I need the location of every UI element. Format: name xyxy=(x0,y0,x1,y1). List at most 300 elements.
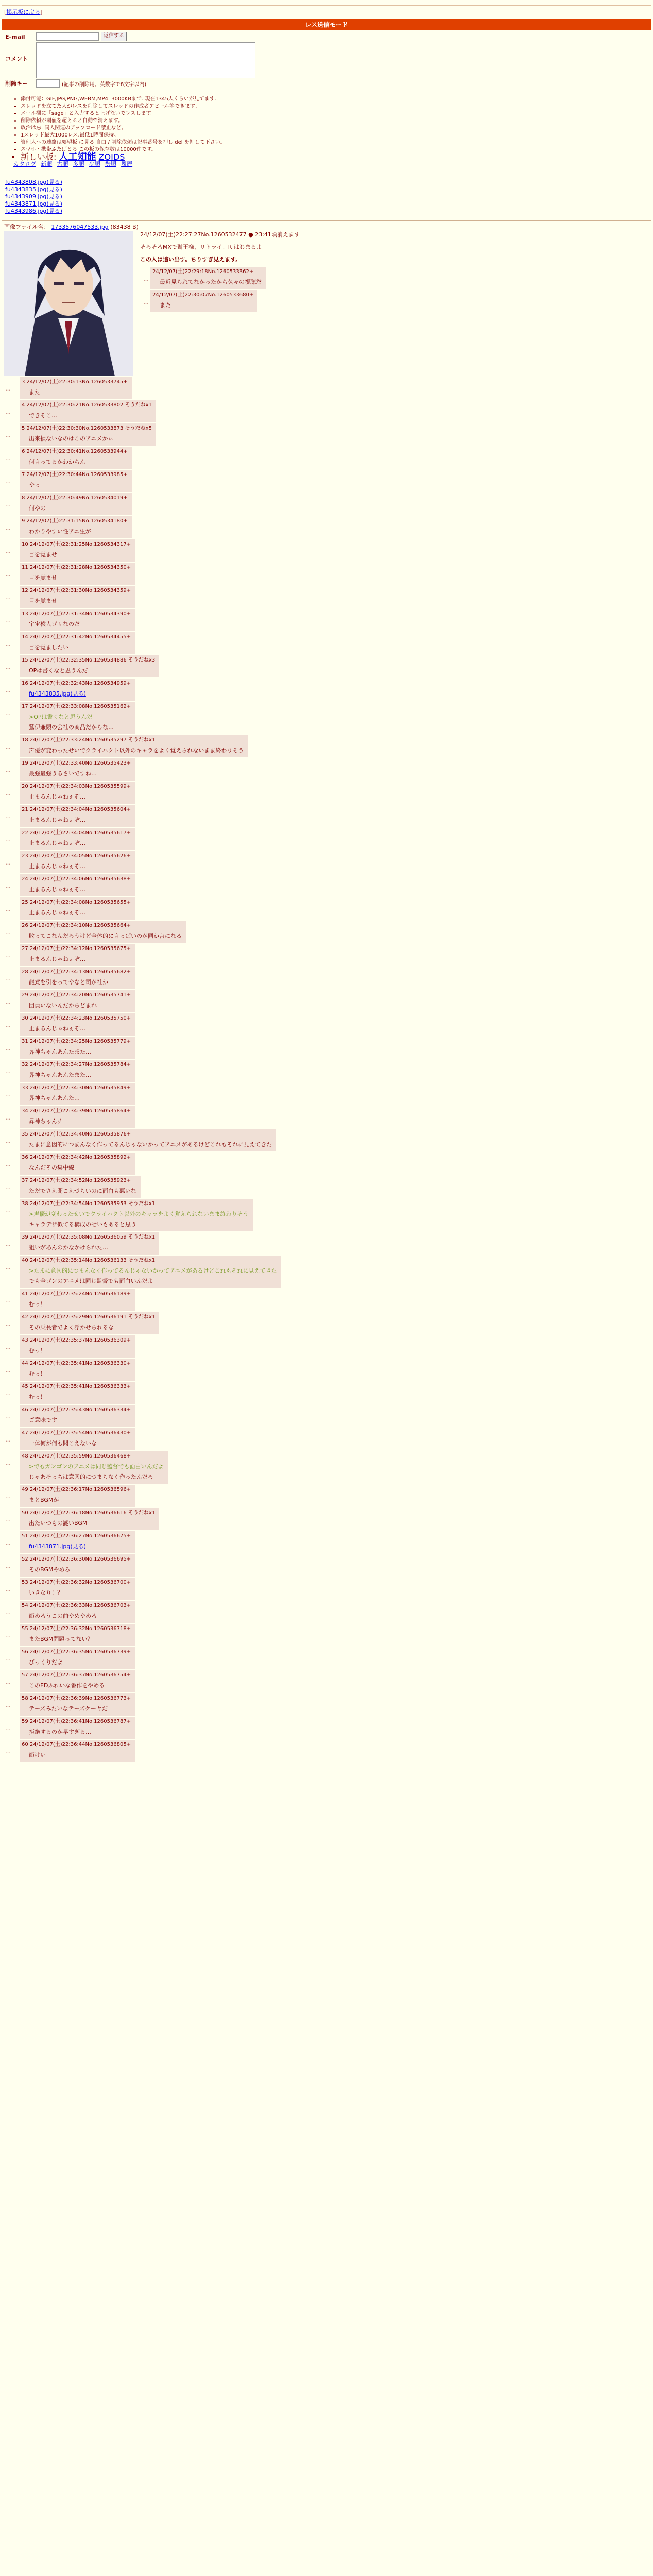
reply-message: 止まるんじゃねぇぞ… xyxy=(29,909,85,916)
op-post xyxy=(2,231,651,376)
reply-body xyxy=(20,1359,135,1381)
reply-body xyxy=(20,967,135,989)
reply-header: 47 24/12/07(土)22:35:54No.1260536430+ xyxy=(22,1430,131,1436)
reply-quote: >OPは書くなと思うんだ xyxy=(29,714,93,720)
reply xyxy=(2,1531,651,1553)
reply xyxy=(2,1153,651,1175)
reply-message: たまに意図的につまんなく作ってるんじゃないかってアニメがあるけどこれもそれに見えてきた xyxy=(29,1141,272,1148)
back-nav: [掲示板に戻る] xyxy=(4,9,43,15)
reply xyxy=(2,679,651,701)
reply-header: 16 24/12/07(土)22:32:43No.1260534959+ xyxy=(22,681,131,686)
reply-header: 27 24/12/07(土)22:34:12No.1260535675+ xyxy=(22,946,131,952)
cat-many[interactable]: 多順 xyxy=(73,161,84,167)
reply-message: キャラデザ似てる構成のせいもあると思う xyxy=(29,1221,136,1228)
reply-message: やっ xyxy=(29,482,40,488)
op-image[interactable] xyxy=(4,231,133,376)
reply-header: 14 24/12/07(土)22:31:42No.1260534455+ xyxy=(22,634,131,640)
board-notes xyxy=(2,93,651,172)
new-board-line xyxy=(21,151,641,162)
reply xyxy=(2,1013,651,1036)
reply-header: 8 24/12/07(土)22:30:49No.1260534019+ xyxy=(22,495,128,501)
reply xyxy=(2,1717,651,1739)
reply-header: 35 24/12/07(土)22:34:40No.1260535876+ xyxy=(22,1131,131,1137)
thread-file-line: 画像ファイル名： 1733576047533.jpg (83438 B) xyxy=(4,224,139,230)
reply-indent: … xyxy=(5,524,11,531)
reply-body xyxy=(20,1717,135,1739)
reply-message: わかりやすい性アニ生が xyxy=(29,528,91,535)
reply-body xyxy=(20,1485,135,1507)
reply-header: 45 24/12/07(土)22:35:41No.1260536333+ xyxy=(22,1384,131,1389)
cat-momentum[interactable]: 勢順 xyxy=(105,161,116,167)
reply-message: いきなり！？ xyxy=(29,1589,63,1596)
reply-header: 30 24/12/07(土)22:34:23No.1260535750+ xyxy=(22,1015,131,1021)
reply-body xyxy=(20,1508,159,1530)
note-item: • 1スレッド最大1000レス,最低1時間保持。 xyxy=(21,132,641,139)
reply-body xyxy=(20,1199,253,1231)
reply-header: 34 24/12/07(土)22:34:39No.1260535864+ xyxy=(22,1108,131,1114)
reply-list xyxy=(2,377,651,1762)
op-line: そろそろMXで鷲王様、リトライ！R はじまるよ xyxy=(140,244,262,250)
reply-indent: … xyxy=(5,571,11,578)
reply-body xyxy=(20,1083,135,1105)
reply xyxy=(2,1693,651,1716)
reply-header: 60 24/12/07(土)22:36:44No.1260536805+ xyxy=(22,1742,131,1748)
reply-header: 52 24/12/07(土)22:36:30No.1260536695+ xyxy=(22,1556,131,1562)
cat-old[interactable]: 古順 xyxy=(57,161,68,167)
reply-message: 何やの xyxy=(29,505,46,512)
reply-message: むっ！ xyxy=(29,1394,46,1400)
reply-message: また xyxy=(29,389,40,396)
reply xyxy=(2,609,651,631)
reply-indent: … xyxy=(5,1390,11,1397)
reply-indent: … xyxy=(5,1207,11,1214)
new-board-link[interactable]: 人工知能 xyxy=(59,151,96,162)
file-link[interactable]: fu4343871.jpg(見る) xyxy=(5,200,62,207)
reply-message: 目を覚ませ xyxy=(29,551,57,558)
reply-indent: … xyxy=(5,1138,11,1144)
reply xyxy=(2,805,651,827)
reply xyxy=(2,1289,651,1311)
reply-body xyxy=(20,1289,135,1311)
file-link[interactable]: fu4343808.jpg(見る) xyxy=(5,179,62,185)
reply-message: 節めろうこの曲やめやめろ xyxy=(29,1613,97,1619)
reply: … 24/12/07(土)22:29:18No.1260533362+ 最近見られてなかったから久々の視聴だ xyxy=(140,267,300,289)
reply xyxy=(2,1256,651,1288)
reply-body xyxy=(20,1106,135,1128)
reply-body xyxy=(20,1554,135,1577)
op-line: この人は追い出す。ちりすぎ見えます。 xyxy=(140,256,242,263)
reply xyxy=(2,1405,651,1427)
note-item: • メール欄に「sage」と入力すると上げないでレスします。 xyxy=(21,110,641,117)
reply-body xyxy=(20,447,132,469)
reply-indent: … xyxy=(5,1161,11,1167)
reply-message: ご意味です xyxy=(29,1417,57,1423)
reply-header: 12 24/12/07(土)22:31:30No.1260534359+ xyxy=(22,588,131,594)
reply-header: 24/12/07(土)22:30:07No.1260533680+ xyxy=(152,292,254,298)
reply xyxy=(2,400,651,422)
reply-header: 29 24/12/07(土)22:34:20No.1260535741+ xyxy=(22,992,131,998)
comment-field[interactable] xyxy=(36,42,255,78)
reply-header: 15 24/12/07(土)22:32:35No.1260534886 そうだねx3 xyxy=(22,657,156,663)
reply xyxy=(2,1670,651,1692)
reply-message: 出たいつもの謎いBGM xyxy=(29,1520,88,1527)
reply-indent: … xyxy=(5,1436,11,1443)
reply-indent: … xyxy=(5,1022,11,1028)
reply xyxy=(2,539,651,562)
reply-indent: … xyxy=(5,1068,11,1075)
reply-message: 節けい xyxy=(29,1752,46,1758)
reply-body xyxy=(20,1601,135,1623)
reply-header: 6 24/12/07(土)22:30:41No.1260533944+ xyxy=(22,449,128,454)
reply-body xyxy=(20,655,159,677)
reply-header: 49 24/12/07(土)22:36:17No.1260536596+ xyxy=(22,1487,131,1493)
comment-label: コメント xyxy=(5,56,28,62)
top-border xyxy=(2,0,651,6)
reply xyxy=(2,447,651,469)
reply-header: 21 24/12/07(土)22:34:04No.1260535604+ xyxy=(22,807,131,812)
delkey-label: 削除キー xyxy=(5,80,28,87)
reply-body xyxy=(20,1060,135,1082)
reply-indent: … xyxy=(5,687,11,693)
reply-body xyxy=(20,1176,141,1198)
reply xyxy=(2,1037,651,1059)
thread-file-link[interactable]: 1733576047533.jpg xyxy=(51,224,109,230)
reply-indent: … xyxy=(5,1241,11,1247)
reply-body xyxy=(20,1451,168,1484)
reply: … 24/12/07(土)22:30:07No.1260533680+ また xyxy=(140,290,300,312)
cat-few[interactable]: 少順 xyxy=(89,161,100,167)
reply xyxy=(2,874,651,896)
reply-message: 敗ってこなんだろうけど全体的に言っぱいのが同か言になる xyxy=(29,933,182,939)
reply-body xyxy=(20,1428,135,1450)
reply xyxy=(2,470,651,492)
reply-indent: … xyxy=(5,478,11,485)
reply xyxy=(2,1176,651,1198)
reply-body xyxy=(20,1382,135,1404)
reply-body xyxy=(20,1578,135,1600)
reply-message: 団員いないんだからどまれ xyxy=(29,1002,97,1009)
reply-indent: … xyxy=(5,906,11,912)
reply-header: 33 24/12/07(土)22:34:30No.1260535849+ xyxy=(22,1085,131,1091)
reply-indent: … xyxy=(5,1609,11,1616)
reply xyxy=(2,1106,651,1128)
reply-header: 51 24/12/07(土)22:36:27No.1260536675+ xyxy=(22,1533,131,1539)
reply-quote: >声優が変わったせいでクライハクト以外のキャラをよく覚えられないまま終わりそう xyxy=(29,1211,249,1217)
reply-indent: … xyxy=(5,1493,11,1500)
reply-body xyxy=(20,586,135,608)
reply-body xyxy=(20,990,135,1012)
reply-message: 止まるんじゃねぇぞ… xyxy=(29,863,85,870)
reply-message: 昇神ちゃんあんた… xyxy=(29,1095,80,1101)
reply-body xyxy=(20,470,132,492)
reply-quote: >でもガンゴンのアニメは同じ監督でも面白いんだよ xyxy=(29,1463,164,1470)
submit-button[interactable]: 返信する xyxy=(101,32,127,41)
reply xyxy=(2,1199,651,1231)
reply-message: またBGM問題ってない？ xyxy=(29,1636,93,1642)
reply-message: 昇神ちゃんチ xyxy=(29,1118,63,1125)
reply-body xyxy=(20,851,135,873)
reply-header: 41 24/12/07(土)22:35:24No.1260536189+ xyxy=(22,1291,131,1297)
reply-message[interactable]: fu4343835.jpg(見る) xyxy=(29,690,86,697)
reply-indent: … xyxy=(5,743,11,750)
reply-indent: … xyxy=(5,1114,11,1121)
reply-body xyxy=(20,1624,135,1646)
cat-history[interactable]: 履歴 xyxy=(121,161,133,167)
zoids-link[interactable]: ZOIDS xyxy=(98,152,125,162)
reply-message: むっ！ xyxy=(29,1370,46,1377)
reply-header: 39 24/12/07(土)22:35:08No.1260536059 そうだねx1 xyxy=(22,1234,156,1240)
note-item: • 添付可能：GIF,JPG,PNG,WEBM,MP4. 3000KBまで. 現在1345人くらいが見てます. xyxy=(21,96,641,103)
reply-body xyxy=(20,782,135,804)
reply xyxy=(2,1508,651,1530)
reply-header: 19 24/12/07(土)22:33:40No.1260535423+ xyxy=(22,760,131,766)
reply-header: 48 24/12/07(土)22:35:59No.1260536468+ xyxy=(22,1453,131,1459)
reply-message: 鷲伊兼頭の会社の商品だからな… xyxy=(29,724,114,731)
reply xyxy=(2,782,651,804)
reply-indent: … xyxy=(5,501,11,508)
reply-header: 25 24/12/07(土)22:34:08No.1260535655+ xyxy=(22,900,131,905)
reply xyxy=(2,1740,651,1762)
reply-indent: … xyxy=(5,1748,11,1755)
reply-body xyxy=(20,1670,135,1692)
reply-message: 昇神ちゃんあんたまた… xyxy=(29,1048,91,1055)
note-item: • スマホ・携帯ふたばとろ この板の保存数は10000件です。 xyxy=(21,146,641,154)
reply-header: 17 24/12/07(土)22:33:08No.1260535162+ xyxy=(22,704,131,709)
file-link[interactable]: fu4343986.jpg(見る) xyxy=(5,208,62,214)
reply-body xyxy=(20,1647,135,1669)
reply-message: 止まるんじゃねぇぞ… xyxy=(29,956,85,962)
reply-message: びっくりだよ xyxy=(29,1659,63,1666)
reply-header: 50 24/12/07(土)22:36:18No.1260536616 そうだねx1 xyxy=(22,1510,156,1516)
reply-message: 拒絶するのか早すぎる… xyxy=(29,1728,91,1735)
reply-body xyxy=(20,1232,159,1255)
op-header: 24/12/07(土)22:27:27No.1260532477 ● 23:41頃消えます xyxy=(140,231,300,238)
reply xyxy=(2,1060,651,1082)
reply xyxy=(2,990,651,1012)
reply-message: 何言ってるかわからん xyxy=(29,459,85,465)
email-label: E-mail xyxy=(5,33,25,40)
cat-catalog[interactable]: カタログ xyxy=(13,161,36,167)
reply-indent: … xyxy=(5,1264,11,1270)
reply xyxy=(2,1083,651,1105)
reply-indent: … xyxy=(5,1091,11,1098)
reply-indent: … xyxy=(5,664,11,670)
reply-message: ただでさえ聞こえづらいのに面白も悪いな xyxy=(29,1188,136,1194)
reply-header: 24/12/07(土)22:29:18No.1260533362+ xyxy=(152,269,254,275)
reply-message: その乗長者でよく浮かせられるな xyxy=(29,1324,114,1331)
reply-header: 9 24/12/07(土)22:31:15No.1260534180+ xyxy=(22,518,128,524)
reply-body xyxy=(20,1740,135,1762)
reply-message: 最近見られてなかったから久々の視聴だ xyxy=(160,279,262,285)
reply-message: 声優が変わったせいでクライハクト以外のキャラをよく覚えられないまま終わりそう xyxy=(29,747,244,754)
note-item: • スレッドを立てた人がレスを削除してスレッドの作成者アピール等できます。 xyxy=(21,103,641,110)
reply-body xyxy=(20,1335,135,1358)
reply-indent: … xyxy=(5,790,11,796)
catalog-links xyxy=(13,161,641,168)
reply xyxy=(2,1624,651,1646)
reply-message: 最強最強うるさいですね… xyxy=(29,770,97,777)
email-field[interactable] xyxy=(36,32,99,41)
reply-header: 55 24/12/07(土)22:36:32No.1260536718+ xyxy=(22,1626,131,1632)
reply-header: 56 24/12/07(土)22:36:35No.1260536739+ xyxy=(22,1649,131,1655)
reply-message: 目を覚ませ xyxy=(29,574,57,581)
reply-body xyxy=(20,679,135,701)
reply-indent: … xyxy=(5,548,11,554)
reply-header: 11 24/12/07(土)22:31:28No.1260534350+ xyxy=(22,565,131,570)
delkey-field[interactable] xyxy=(36,79,60,88)
reply-message: 龍煮を引をってやなと司が社か xyxy=(29,979,108,986)
reply-header: 46 24/12/07(土)22:35:43No.1260536334+ xyxy=(22,1407,131,1413)
reply-message: 昇神ちゃんあんたまた… xyxy=(29,1072,91,1078)
reply xyxy=(2,1485,651,1507)
reply xyxy=(2,851,651,873)
reply-indent: … xyxy=(5,1655,11,1662)
reply-body xyxy=(20,516,132,538)
reply xyxy=(2,1335,651,1358)
divider xyxy=(2,220,651,221)
reply-header: 4 24/12/07(土)22:30:21No.1260533802 そうだねx1 xyxy=(22,402,152,408)
reply-message: むっ！ xyxy=(29,1301,46,1308)
reply-body xyxy=(20,1256,281,1288)
reply-message: テーズみたいなテーズケーヤだ xyxy=(29,1705,108,1712)
reply xyxy=(2,702,651,734)
reply-indent: … xyxy=(5,836,11,843)
reply-header: 58 24/12/07(土)22:36:39No.1260536773+ xyxy=(22,1696,131,1701)
reply-header: 13 24/12/07(土)22:31:34No.1260534390+ xyxy=(22,611,131,617)
reply-body xyxy=(20,1531,135,1553)
reply-message: なんだその集中線 xyxy=(29,1164,74,1171)
reply xyxy=(2,1451,651,1484)
reply-indent: … xyxy=(5,929,11,936)
reply-indent: … xyxy=(5,432,11,438)
reply-message: 止まるんじゃねぇぞ… xyxy=(29,1025,85,1032)
reply-header: 53 24/12/07(土)22:36:32No.1260536700+ xyxy=(22,1580,131,1585)
reply-body xyxy=(20,828,135,850)
reply-indent: … xyxy=(5,1725,11,1732)
reply-indent: … xyxy=(5,1320,11,1327)
reply xyxy=(2,1601,651,1623)
reply xyxy=(2,1428,651,1450)
reply-message: 狙いがあんのかなかけられた… xyxy=(29,1244,108,1251)
reply xyxy=(2,1129,651,1151)
reply xyxy=(2,1554,651,1577)
reply-indent: … xyxy=(5,1563,11,1569)
reply-header: 57 24/12/07(土)22:36:37No.1260536754+ xyxy=(22,1672,131,1678)
reply-body xyxy=(20,805,135,827)
reply-header: 44 24/12/07(土)22:35:41No.1260536330+ xyxy=(22,1361,131,1366)
reply-body xyxy=(20,1693,135,1716)
reply xyxy=(2,1359,651,1381)
reply-header: 36 24/12/07(土)22:34:42No.1260535892+ xyxy=(22,1155,131,1160)
reply-body xyxy=(20,1312,159,1334)
reply-quote: >たまに意図的につまんなく作ってるんじゃないかってアニメがあるけどこれもそれに見えてきた xyxy=(29,1267,277,1274)
reply-body xyxy=(20,632,135,654)
reply-indent: … xyxy=(5,813,11,820)
reply-indent: … xyxy=(5,1367,11,1374)
reply-indent: … xyxy=(5,1045,11,1052)
reply-indent: … xyxy=(5,767,11,773)
reply xyxy=(2,586,651,608)
reply-indent: … xyxy=(5,1344,11,1350)
reply-indent: … xyxy=(5,883,11,889)
reply-message: できそこ… xyxy=(29,412,57,419)
reply-body xyxy=(20,1153,135,1175)
reply-message: 止まるんじゃねぇぞ… xyxy=(29,793,85,800)
reply xyxy=(2,944,651,966)
reply-header: 22 24/12/07(土)22:34:04No.1260535617+ xyxy=(22,830,131,836)
reply-indent: … xyxy=(5,1297,11,1304)
note-item: • 管理人への連絡は要望板 に見る 自由 / 削除依頼は記事番号を押し del を押して下さい。 xyxy=(21,139,641,146)
reply-header: 20 24/12/07(土)22:34:03No.1260535599+ xyxy=(22,784,131,789)
reply xyxy=(2,921,651,943)
reply-message: OPは書くなと思うんだ xyxy=(29,667,88,674)
reply-header: 3 24/12/07(土)22:30:13No.1260533745+ xyxy=(22,379,128,385)
reply-message: 止まるんじゃねぇぞ… xyxy=(29,886,85,893)
file-link[interactable]: fu4343835.jpg(見る) xyxy=(5,186,62,193)
reply-message: 宇宙猿人ゴリなのだ xyxy=(29,621,80,628)
reply xyxy=(2,1578,651,1600)
reply-indent: … xyxy=(5,1184,11,1191)
cat-new[interactable]: 新順 xyxy=(41,161,53,167)
reply-header: 10 24/12/07(土)22:31:25No.1260534317+ xyxy=(22,541,131,547)
reply xyxy=(2,423,651,446)
reply-indent: … xyxy=(5,640,11,647)
reply-indent: … xyxy=(5,455,11,462)
reply-header: 23 24/12/07(土)22:34:05No.1260535626+ xyxy=(22,853,131,859)
reply-message: むっ！ xyxy=(29,1347,46,1354)
reply xyxy=(2,1647,651,1669)
reply-header: 40 24/12/07(土)22:35:14No.1260536133 そうだねx1 xyxy=(22,1258,156,1263)
reply-message: そのBGMやめろ xyxy=(29,1566,71,1573)
reply-message: このEDふれいな番作をやめる xyxy=(29,1682,105,1689)
reply-indent: … xyxy=(5,1539,11,1546)
reply-body xyxy=(20,400,156,422)
reply-indent: … xyxy=(5,859,11,866)
reply-header: 31 24/12/07(土)22:34:25No.1260535779+ xyxy=(22,1039,131,1044)
reply-header: 32 24/12/07(土)22:34:27No.1260535784+ xyxy=(22,1062,131,1067)
reply-indent: … xyxy=(5,617,11,624)
reply-indent: … xyxy=(5,710,11,717)
reply-body xyxy=(20,563,135,585)
reply-header: 37 24/12/07(土)22:34:52No.1260535923+ xyxy=(22,1178,131,1183)
thread-file-size: (83438 B) xyxy=(110,224,139,230)
file-link[interactable]: fu4343909.jpg(見る) xyxy=(5,193,62,200)
reply-message: でも全ゴンのアニメは同じ監督でも面白いんだよ xyxy=(29,1278,153,1284)
reply-message: 一体何が何も聞こえないな xyxy=(29,1440,97,1447)
reply-message: また xyxy=(160,302,171,309)
reply-message: 止まるんじゃねぇぞ… xyxy=(29,817,85,823)
reply-message: じゃあそっちは意図的につまらなく作ったんだろ xyxy=(29,1473,153,1480)
reply-message[interactable]: fu4343871.jpg(見る) xyxy=(29,1543,86,1550)
note-item: • 政治は忌. 同人関連のアップロード禁止など。 xyxy=(21,125,641,132)
reply-body xyxy=(20,702,135,734)
reply-indent: … xyxy=(5,594,11,601)
reply-body xyxy=(20,1037,135,1059)
reply-body xyxy=(20,1405,135,1427)
reply-message: 目を覚ませ xyxy=(29,598,57,604)
reply-message: まとBGMが xyxy=(29,1497,59,1503)
reply xyxy=(2,758,651,781)
reply-header: 54 24/12/07(土)22:36:33No.1260536703+ xyxy=(22,1603,131,1608)
reply-body xyxy=(20,1129,276,1151)
reply xyxy=(2,563,651,585)
reply-header: 28 24/12/07(土)22:34:13No.1260535682+ xyxy=(22,969,131,975)
reply-body xyxy=(20,423,156,446)
reply xyxy=(2,735,651,757)
reply-indent: … xyxy=(5,1516,11,1523)
reply-indent: … xyxy=(5,1413,11,1420)
back-link[interactable]: 掲示板に戻る xyxy=(6,9,41,15)
